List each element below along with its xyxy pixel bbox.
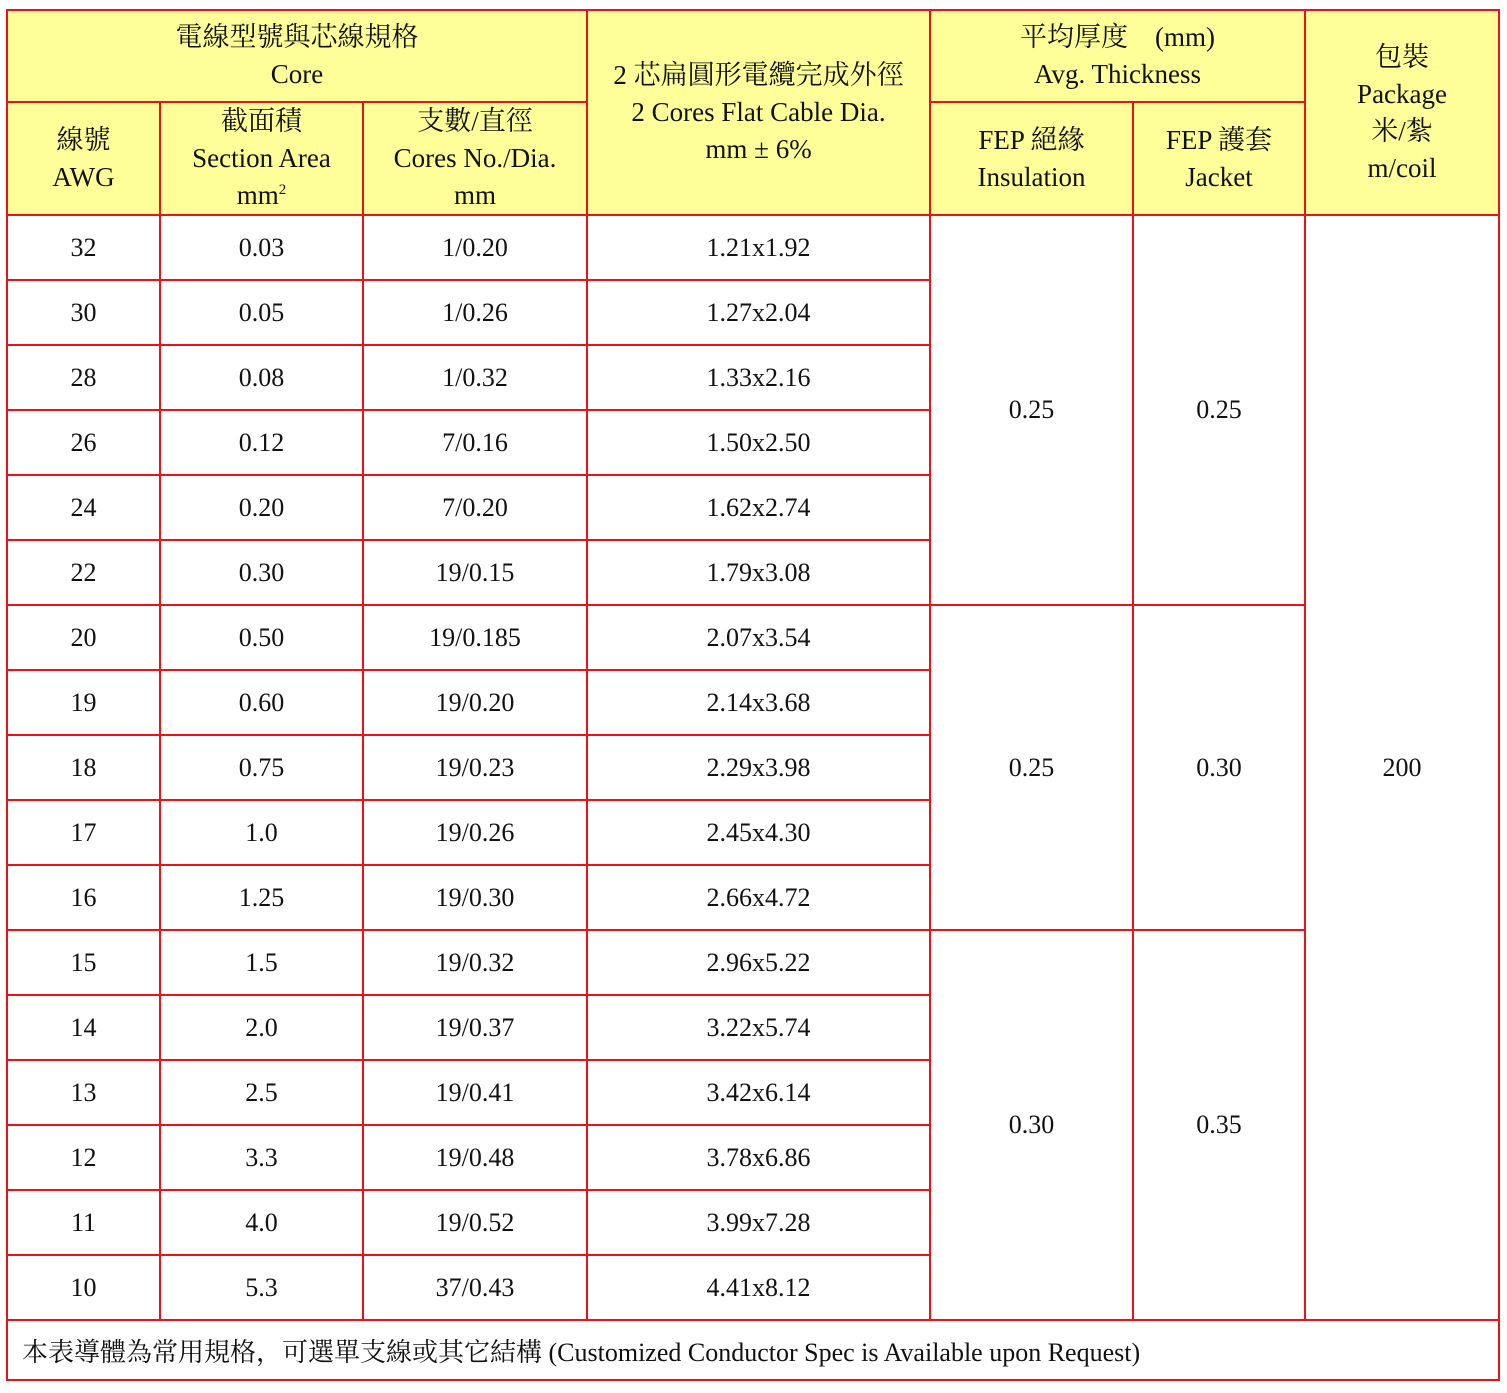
section-area-cell: 0.50 bbox=[160, 605, 363, 670]
insulation-header-en: Insulation bbox=[977, 161, 1086, 192]
awg-header-en: AWG bbox=[52, 161, 115, 192]
section-area-header-zh: 截面積 bbox=[221, 106, 302, 136]
awg-cell: 14 bbox=[7, 995, 160, 1060]
package-header bbox=[1305, 10, 1499, 215]
core-header bbox=[7, 10, 587, 102]
awg-cell: 17 bbox=[7, 800, 160, 865]
jacket-thickness-cell: 0.35 bbox=[1133, 930, 1305, 1320]
cores-dia-cell: 19/0.23 bbox=[363, 735, 587, 800]
outer-dia-header bbox=[587, 10, 930, 215]
table-row bbox=[7, 930, 1499, 995]
outer-dia-cell: 1.21x1.92 bbox=[587, 215, 930, 280]
core-header-zh: 電線型號與芯線規格 bbox=[175, 22, 419, 52]
cores-dia-header-en: Cores No./Dia. bbox=[393, 143, 557, 173]
outer-dia-cell: 3.99x7.28 bbox=[587, 1190, 930, 1255]
outer-dia-cell: 3.22x5.74 bbox=[587, 995, 930, 1060]
thickness-header-en: Avg. Thickness bbox=[1034, 59, 1202, 89]
outer-dia-header-tol: mm ± 6% bbox=[705, 134, 812, 164]
cores-dia-cell: 7/0.16 bbox=[363, 410, 587, 475]
awg-cell: 30 bbox=[7, 280, 160, 345]
outer-dia-cell: 1.62x2.74 bbox=[587, 475, 930, 540]
package-value-cell: 200 bbox=[1305, 215, 1499, 1320]
section-area-cell: 0.05 bbox=[160, 280, 363, 345]
jacket-header-zh: FEP 護套 bbox=[1165, 124, 1273, 155]
cores-dia-cell: 1/0.26 bbox=[363, 280, 587, 345]
section-area-cell: 5.3 bbox=[160, 1255, 363, 1320]
outer-dia-cell: 1.79x3.08 bbox=[587, 540, 930, 605]
package-header-zh2: 米/紮 bbox=[1371, 115, 1433, 146]
package-header-en: Package bbox=[1357, 78, 1447, 109]
section-area-cell: 4.0 bbox=[160, 1190, 363, 1255]
section-area-header bbox=[160, 102, 363, 215]
cores-dia-cell: 19/0.37 bbox=[363, 995, 587, 1060]
section-area-cell: 2.5 bbox=[160, 1060, 363, 1125]
cores-dia-cell: 7/0.20 bbox=[363, 475, 587, 540]
outer-dia-cell: 2.29x3.98 bbox=[587, 735, 930, 800]
cores-dia-header-unit: mm bbox=[454, 180, 497, 210]
cores-dia-cell: 1/0.32 bbox=[363, 345, 587, 410]
section-area-header-unit bbox=[161, 177, 362, 214]
jacket-header bbox=[1133, 102, 1305, 215]
awg-cell: 16 bbox=[7, 865, 160, 930]
cores-dia-cell: 19/0.26 bbox=[363, 800, 587, 865]
cores-dia-cell: 19/0.52 bbox=[363, 1190, 587, 1255]
outer-dia-cell: 1.33x2.16 bbox=[587, 345, 930, 410]
awg-cell: 19 bbox=[7, 670, 160, 735]
cores-dia-header bbox=[363, 102, 587, 215]
section-area-cell: 1.5 bbox=[160, 930, 363, 995]
cores-dia-cell: 19/0.32 bbox=[363, 930, 587, 995]
awg-header-zh: 線號 bbox=[56, 124, 111, 155]
section-area-cell: 0.20 bbox=[160, 475, 363, 540]
awg-cell: 15 bbox=[7, 930, 160, 995]
package-header-en2: m/coil bbox=[1367, 152, 1437, 183]
awg-cell: 13 bbox=[7, 1060, 160, 1125]
outer-dia-header-zh: 2 芯扁圓形電纜完成外徑 bbox=[613, 60, 904, 90]
section-area-cell: 3.3 bbox=[160, 1125, 363, 1190]
awg-header bbox=[7, 102, 160, 215]
awg-cell: 22 bbox=[7, 540, 160, 605]
section-area-cell: 0.30 bbox=[160, 540, 363, 605]
outer-dia-cell: 2.96x5.22 bbox=[587, 930, 930, 995]
insulation-header bbox=[930, 102, 1133, 215]
cores-dia-cell: 19/0.15 bbox=[363, 540, 587, 605]
awg-cell: 11 bbox=[7, 1190, 160, 1255]
cores-dia-header-zh: 支數/直徑 bbox=[417, 106, 533, 136]
section-area-cell: 1.25 bbox=[160, 865, 363, 930]
awg-cell: 12 bbox=[7, 1125, 160, 1190]
spec-table-body bbox=[7, 215, 1499, 1320]
awg-cell: 20 bbox=[7, 605, 160, 670]
table-row bbox=[7, 215, 1499, 280]
section-area-cell: 1.0 bbox=[160, 800, 363, 865]
jacket-thickness-cell: 0.25 bbox=[1133, 215, 1305, 605]
thickness-header bbox=[930, 10, 1305, 102]
insulation-thickness-cell: 0.30 bbox=[930, 930, 1133, 1320]
awg-cell: 10 bbox=[7, 1255, 160, 1320]
cores-dia-cell: 1/0.20 bbox=[363, 215, 587, 280]
cores-dia-cell: 19/0.20 bbox=[363, 670, 587, 735]
section-area-unit: mm bbox=[236, 180, 279, 210]
jacket-header-en: Jacket bbox=[1185, 161, 1253, 192]
section-area-cell: 2.0 bbox=[160, 995, 363, 1060]
outer-dia-cell: 2.07x3.54 bbox=[587, 605, 930, 670]
cores-dia-cell: 19/0.185 bbox=[363, 605, 587, 670]
section-area-cell: 0.08 bbox=[160, 345, 363, 410]
outer-dia-cell: 4.41x8.12 bbox=[587, 1255, 930, 1320]
section-area-unit-sup: 2 bbox=[278, 182, 287, 198]
outer-dia-cell: 1.27x2.04 bbox=[587, 280, 930, 345]
awg-cell: 28 bbox=[7, 345, 160, 410]
outer-dia-header-en: 2 Cores Flat Cable Dia. bbox=[631, 97, 886, 127]
awg-cell: 26 bbox=[7, 410, 160, 475]
outer-dia-cell: 1.50x2.50 bbox=[587, 410, 930, 475]
section-area-cell: 0.03 bbox=[160, 215, 363, 280]
section-area-cell: 0.12 bbox=[160, 410, 363, 475]
thickness-header-zh: 平均厚度 (mm) bbox=[1020, 22, 1216, 52]
insulation-thickness-cell: 0.25 bbox=[930, 215, 1133, 605]
package-header-zh: 包裝 bbox=[1375, 41, 1430, 72]
section-area-cell: 0.60 bbox=[160, 670, 363, 735]
outer-dia-cell: 2.14x3.68 bbox=[587, 670, 930, 735]
outer-dia-cell: 2.45x4.30 bbox=[587, 800, 930, 865]
outer-dia-cell: 3.42x6.14 bbox=[587, 1060, 930, 1125]
insulation-thickness-cell: 0.25 bbox=[930, 605, 1133, 930]
cores-dia-cell: 19/0.41 bbox=[363, 1060, 587, 1125]
outer-dia-cell: 3.78x6.86 bbox=[587, 1125, 930, 1190]
section-area-cell: 0.75 bbox=[160, 735, 363, 800]
jacket-thickness-cell: 0.30 bbox=[1133, 605, 1305, 930]
core-header-en: Core bbox=[270, 59, 324, 89]
awg-cell: 24 bbox=[7, 475, 160, 540]
table-row bbox=[7, 605, 1499, 670]
cores-dia-cell: 37/0.43 bbox=[363, 1255, 587, 1320]
footnote: 本表導體為常用規格，可選單支線或其它結構 (Customized Conductor Spec is Available upon Request) bbox=[7, 1320, 1499, 1380]
insulation-header-zh: FEP 絕緣 bbox=[978, 124, 1085, 155]
awg-cell: 32 bbox=[7, 215, 160, 280]
outer-dia-cell: 2.66x4.72 bbox=[587, 865, 930, 930]
awg-cell: 18 bbox=[7, 735, 160, 800]
cable-spec-table bbox=[6, 9, 1500, 1381]
section-area-header-en: Section Area bbox=[192, 143, 331, 173]
cores-dia-cell: 19/0.48 bbox=[363, 1125, 587, 1190]
cores-dia-cell: 19/0.30 bbox=[363, 865, 587, 930]
